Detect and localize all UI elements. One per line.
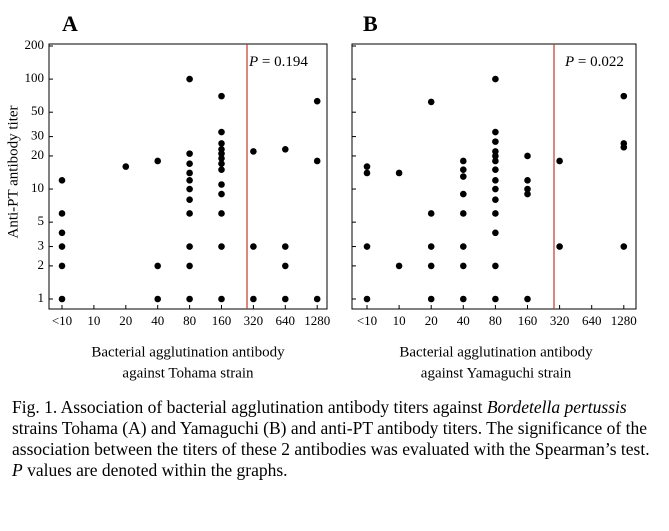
data-point (59, 177, 66, 184)
panel-b (352, 11, 637, 381)
data-point (186, 160, 193, 167)
data-point (123, 163, 130, 170)
plot-frame (352, 44, 636, 309)
data-point (218, 93, 225, 100)
data-point (154, 158, 161, 165)
data-point (250, 296, 257, 303)
data-point (186, 177, 193, 184)
x-tick-label: 40 (456, 312, 470, 328)
data-point (218, 191, 225, 198)
data-point (186, 210, 193, 217)
data-point (492, 148, 499, 155)
data-point (621, 243, 628, 250)
figure-caption (12, 397, 658, 481)
data-point (186, 243, 193, 250)
y-tick-label: 100 (24, 70, 44, 86)
data-point (428, 243, 435, 250)
data-point (492, 296, 499, 303)
data-point (492, 177, 499, 184)
data-point (314, 296, 321, 303)
data-point (186, 186, 193, 193)
data-point (154, 296, 161, 303)
data-point (492, 76, 499, 83)
panel-letter: B (363, 11, 378, 37)
data-point (186, 170, 193, 177)
data-point (218, 243, 225, 250)
p-value-label: P = 0.194 (249, 54, 308, 71)
y-tick-label: 5 (37, 213, 44, 229)
x-axis-label-line2: against Tohama strain (122, 365, 254, 382)
x-tick-label: <10 (51, 312, 73, 328)
y-tick-label: 10 (31, 180, 44, 196)
data-point (460, 263, 467, 270)
x-tick-label: <10 (356, 312, 378, 328)
y-tick-label: 1 (37, 289, 44, 305)
data-point (460, 158, 467, 165)
panel-a (5, 11, 330, 381)
data-point (186, 150, 193, 157)
data-point (524, 186, 531, 193)
data-point (218, 140, 225, 147)
panel-letter: A (62, 11, 78, 37)
data-point (154, 263, 161, 270)
data-point (396, 263, 403, 270)
data-point (556, 158, 563, 165)
y-tick-label: 30 (31, 127, 44, 143)
data-point (428, 99, 435, 106)
x-tick-label: 320 (549, 312, 570, 328)
data-point (428, 296, 435, 303)
data-point (396, 170, 403, 177)
data-point (428, 263, 435, 270)
plot-frame (49, 44, 327, 309)
y-tick-label: 50 (31, 103, 44, 119)
data-point (492, 210, 499, 217)
data-point (59, 210, 66, 217)
x-axis-label: Bacterial agglutination antibody (399, 344, 593, 361)
x-tick-label: 80 (488, 312, 502, 328)
data-point (59, 296, 66, 303)
data-point (556, 243, 563, 250)
x-tick-label: 80 (183, 312, 197, 328)
data-point (186, 296, 193, 303)
data-point (186, 76, 193, 83)
data-point (492, 186, 499, 193)
x-tick-label: 20 (119, 312, 133, 328)
data-point (428, 210, 435, 217)
data-point (492, 230, 499, 237)
data-point (282, 243, 289, 250)
data-point (460, 166, 467, 173)
x-tick-label: 160 (211, 312, 232, 328)
y-tick-label: 20 (31, 146, 44, 162)
p-value-label: P = 0.022 (565, 54, 624, 71)
caption-p: P (12, 460, 23, 480)
data-point (218, 181, 225, 188)
data-point (460, 173, 467, 180)
x-tick-label: 640 (275, 312, 296, 328)
data-point (250, 243, 257, 250)
data-point (218, 296, 225, 303)
caption-tail: values are denoted within the graphs. (22, 460, 288, 480)
caption-species: Bordetella pertussis (486, 397, 627, 417)
data-point (282, 146, 289, 153)
data-point (364, 170, 371, 177)
data-point (59, 263, 66, 270)
data-point (621, 140, 628, 147)
data-point (59, 243, 66, 250)
x-tick-label: 160 (517, 312, 538, 328)
data-point (460, 296, 467, 303)
data-point (218, 210, 225, 217)
x-tick-label: 10 (87, 312, 101, 328)
data-point (524, 296, 531, 303)
data-point (492, 196, 499, 203)
y-tick-label: 3 (37, 237, 44, 253)
data-point (524, 153, 531, 160)
data-point (364, 163, 371, 170)
x-tick-label: 20 (424, 312, 438, 328)
x-tick-label: 1280 (610, 312, 637, 328)
x-axis-label-line2: against Yamaguchi strain (420, 365, 572, 382)
y-tick-label: 200 (24, 36, 44, 52)
x-tick-label: 640 (581, 312, 602, 328)
data-point (218, 146, 225, 153)
data-point (59, 230, 66, 237)
x-tick-label: 320 (243, 312, 264, 328)
data-point (492, 129, 499, 136)
data-point (621, 93, 628, 100)
data-point (186, 196, 193, 203)
x-axis-label: Bacterial agglutination antibody (91, 344, 285, 361)
data-point (364, 243, 371, 250)
data-point (314, 98, 321, 105)
y-axis-label: Anti-PT antibody titer (5, 105, 22, 239)
data-point (460, 210, 467, 217)
data-point (492, 263, 499, 270)
data-point (492, 138, 499, 145)
x-tick-label: 40 (151, 312, 165, 328)
data-point (460, 191, 467, 198)
caption-lead: Fig. 1. Association of bacterial agglutination antibody titers against (12, 397, 487, 417)
data-point (282, 296, 289, 303)
x-tick-label: 10 (392, 312, 406, 328)
data-point (492, 166, 499, 173)
data-point (314, 158, 321, 165)
data-point (218, 129, 225, 136)
data-point (364, 296, 371, 303)
data-point (250, 148, 257, 155)
x-tick-label: 1280 (304, 312, 331, 328)
y-tick-label: 2 (37, 256, 44, 272)
data-point (460, 243, 467, 250)
data-point (218, 166, 225, 173)
data-point (282, 263, 289, 270)
caption-rest: strains Tohama (A) and Yamaguchi (B) and anti-PT antibody titers. The significance of the association between the titers of these 2 antibodies was evaluated with the Spearman’s test. (12, 418, 650, 459)
data-point (524, 177, 531, 184)
data-point (186, 263, 193, 270)
